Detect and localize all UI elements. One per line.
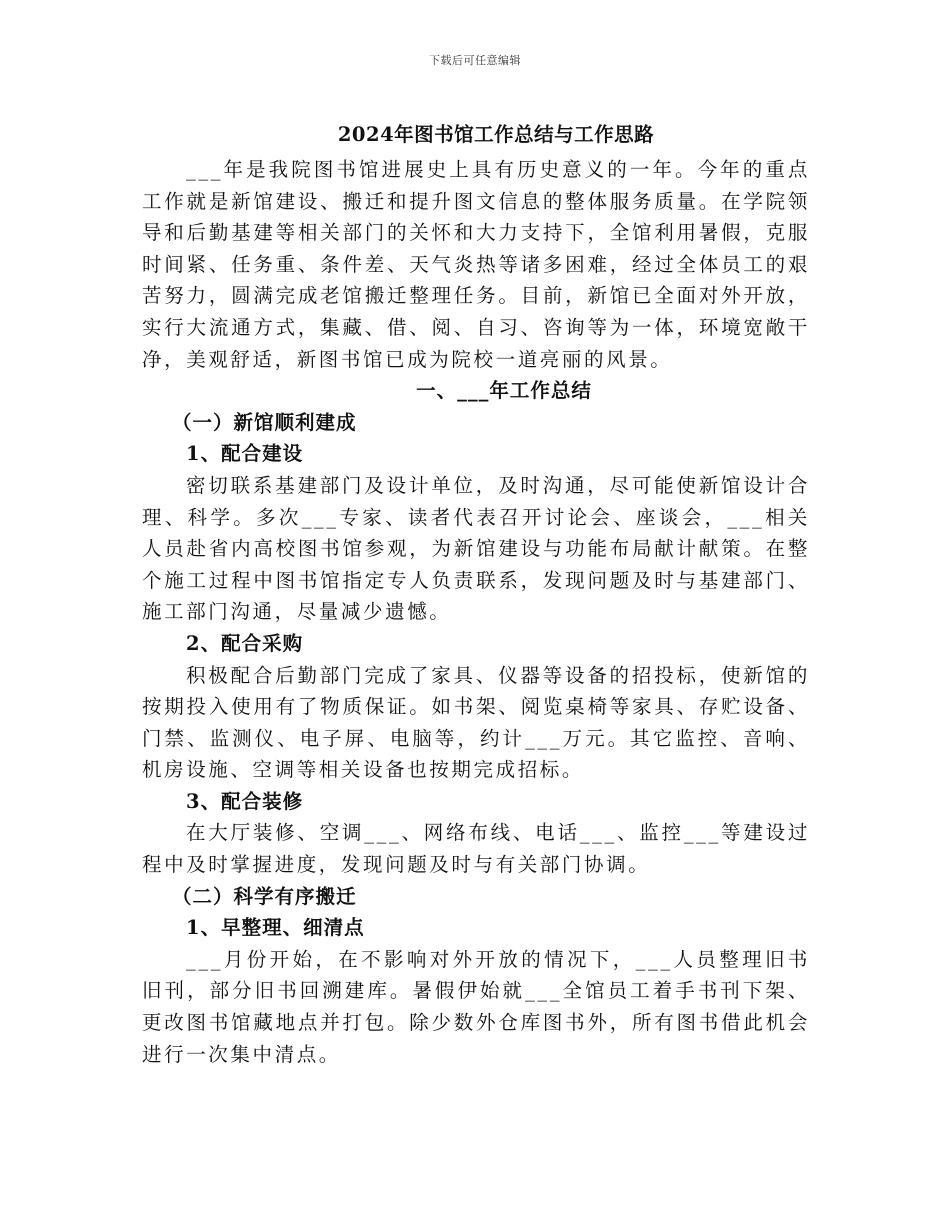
- item-paragraph-sorting: ___月份开始，在不影响对外开放的情况下，___人员整理旧书旧刊，部分旧书回溯建库。暑假伊始就___全馆员工着手书刊下架、更改图书馆藏地点并打包。除少数外仓库图书外，所有图书借此机会进行一次集中清点。: [142, 947, 810, 1066]
- item-paragraph-procurement: 积极配合后勤部门完成了家具、仪器等设备的招投标，使新馆的按期投入使用有了物质保证。如书架、阅览桌椅等家具、存贮设备、门禁、监测仪、电子屏、电脑等，约计___万元。其它监控、音响、机房设施、空调等相关设备也按期完成招标。: [142, 663, 810, 782]
- item-paragraph-construction: 密切联系基建部门及设计单位，及时沟通，尽可能使新馆设计合理、科学。多次___专家、读者代表召开讨论会、座谈会，___相关人员赴省内高校图书馆参观，为新馆建设与功能布局献计献策。在整个施工过程中图书馆指定专人负责联系，发现问题及时与基建部门、施工部门沟通，尽量减少遗憾。: [142, 473, 810, 624]
- item-heading-decoration: 3、配合装修: [186, 789, 304, 813]
- section-heading-1: 一、___年工作总结: [416, 379, 592, 403]
- subsection-heading-new-library: （一）新馆顺利建成: [172, 410, 357, 434]
- document-title: 2024年图书馆工作总结与工作思路: [337, 123, 655, 146]
- header-note: 下载后可任意编辑: [429, 54, 521, 67]
- document-body: [142, 118, 810, 1070]
- item-paragraph-decoration: 在大厅装修、空调___、网络布线、电话___、监控___等建设过程中及时掌握进度，发现问题及时与有关部门协调。: [142, 821, 810, 877]
- subsection-heading-relocation: （二）科学有序搬迁: [172, 884, 357, 908]
- intro-paragraph: ___年是我院图书馆进展史上具有历史意义的一年。今年的重点工作就是新馆建设、搬迁和提升图文信息的整体服务质量。在学院领导和后勤基建等相关部门的关怀和大力支持下，全馆利用暑假，克服时间紧、任务重、条件差、天气炎热等诸多困难，经过全体员工的艰苦努力，圆满完成老馆搬迁整理任务。目前，新馆已全面对外开放，实行大流通方式，集藏、借、阅、自习、咨询等为一体，环境宽敞干净，美观舒适，新图书馆已成为院校一道亮丽的风景。: [142, 158, 810, 371]
- item-heading-procurement: 2、配合采购: [186, 631, 304, 655]
- item-heading-construction: 1、配合建设: [186, 442, 304, 466]
- item-heading-sorting: 1、早整理、细清点: [186, 916, 365, 940]
